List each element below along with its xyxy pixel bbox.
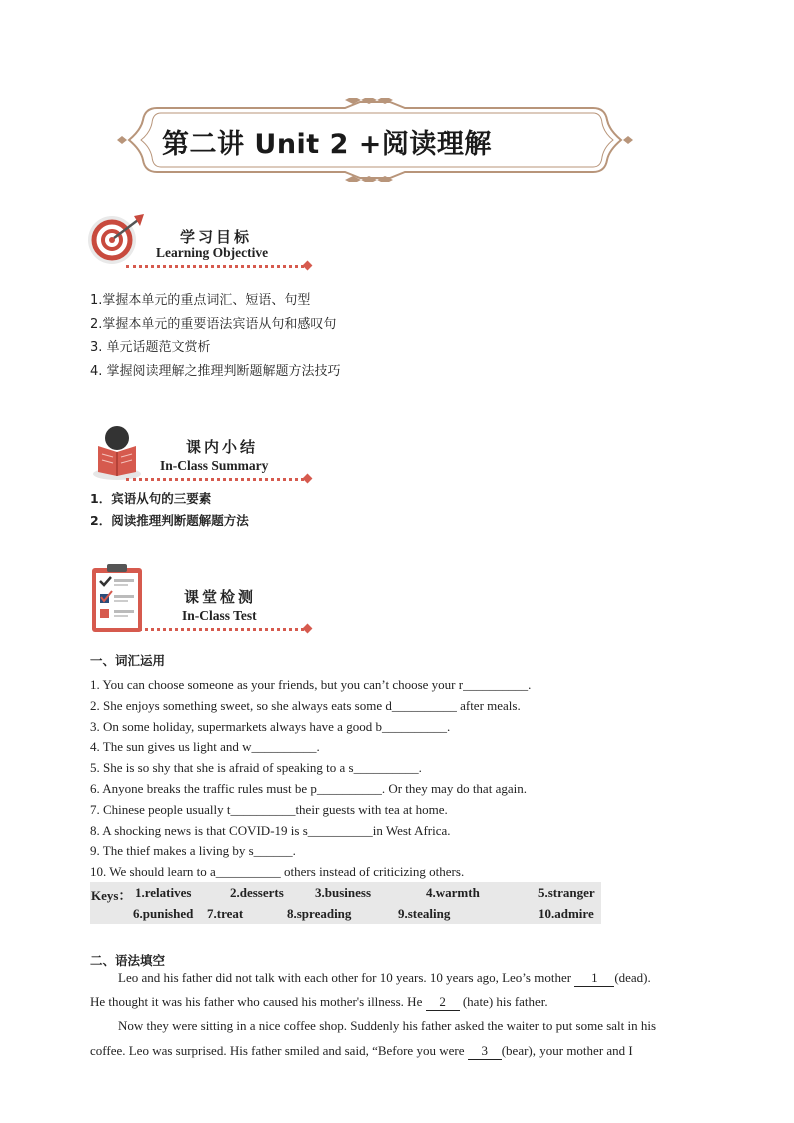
answer-blank[interactable]: 2 <box>426 994 460 1011</box>
summary-title-cn: 课内小结 <box>186 438 259 456</box>
answer-key: 7.treat <box>207 906 244 921</box>
answer-key: 6.punished <box>133 906 194 921</box>
answer-key: 4.warmth <box>426 885 480 900</box>
passage-line: He thought it was his father who caused his mother's illness. He 2 (hate) his father. <box>90 994 548 1009</box>
objective-title-en: Learning Objective <box>156 245 269 260</box>
vocab-question: 8. A shocking news is that COVID-19 is s__________in West Africa. <box>90 823 451 838</box>
vocab-question: 5. She is so shy that she is afraid of speaking to a s__________. <box>90 760 422 775</box>
vocab-question: 2. She enjoys something sweet, so she always eats some d__________ after meals. <box>90 698 521 713</box>
passage-line: coffee. Leo was surprised. His father smiled and said, “Before you were 3 (bear), your mother and I <box>90 1043 633 1058</box>
vocab-question: 6. Anyone breaks the traffic rules must be p__________. Or they may do that again. <box>90 781 527 796</box>
answer-key: 10.admire <box>538 906 594 921</box>
divider-dotted <box>126 478 304 481</box>
answer-key: 3.business <box>315 885 371 900</box>
answer-blank[interactable]: 3 <box>468 1043 502 1060</box>
vocab-question: 1. You can choose someone as your friends, but you can’t choose your r__________. <box>90 677 532 692</box>
answer-key: 8.spreading <box>287 906 352 921</box>
vocab-question: 7. Chinese people usually t__________their guests with tea at home. <box>90 802 448 817</box>
passage-line: Leo and his father did not talk with each other for 10 years. 10 years ago, Leo’s mother 1 (dead). <box>118 970 651 985</box>
objective-item: 2.掌握本单元的重要语法宾语从句和感叹句 <box>90 317 337 332</box>
vocab-question: 9. The thief makes a living by s______. <box>90 843 296 858</box>
test-title-cn: 课堂检测 <box>184 588 257 606</box>
test-title-en: In-Class Test <box>182 608 257 623</box>
answer-key: 1.relatives <box>135 885 192 900</box>
summary-item: 2．阅读推理判断题解题方法 <box>90 513 249 528</box>
summary-title-en: In-Class Summary <box>160 458 269 473</box>
objective-item: 3. 单元话题范文赏析 <box>90 340 211 355</box>
divider-dotted <box>126 265 304 268</box>
summary-item: 1．宾语从句的三要素 <box>90 491 212 506</box>
divider-dotted <box>126 628 304 631</box>
answer-blank[interactable]: 1 <box>574 970 614 987</box>
vocab-question: 4. The sun gives us light and w__________. <box>90 739 320 754</box>
answer-key: 5.stranger <box>538 885 595 900</box>
answer-key: 9.stealing <box>398 906 451 921</box>
reading-person-icon <box>92 424 142 482</box>
target-icon <box>88 206 148 270</box>
part1-title: 一、词汇运用 <box>90 653 166 668</box>
divider-diamond <box>303 624 313 634</box>
divider-diamond <box>303 474 313 484</box>
part2-title: 二、语法填空 <box>90 953 166 968</box>
page-title: 第二讲 Unit 2 +阅读理解 <box>162 129 492 160</box>
objective-item: 4. 掌握阅读理解之推理判断题解题方法技巧 <box>90 364 341 379</box>
checklist-clipboard-icon <box>90 563 144 633</box>
answer-key: 2.desserts <box>230 885 284 900</box>
divider-diamond <box>303 261 313 271</box>
vocab-question: 10. We should learn to a__________ others instead of criticizing others. <box>90 864 465 879</box>
objective-item: 1.掌握本单元的重点词汇、短语、句型 <box>90 293 311 308</box>
keys-label: Keys： <box>91 888 132 903</box>
passage-line: Now they were sitting in a nice coffee shop. Suddenly his father asked the waiter to put some salt in his <box>118 1018 657 1033</box>
objective-title-cn: 学习目标 <box>180 228 253 246</box>
vocab-question: 3. On some holiday, supermarkets always have a good b__________. <box>90 719 451 734</box>
